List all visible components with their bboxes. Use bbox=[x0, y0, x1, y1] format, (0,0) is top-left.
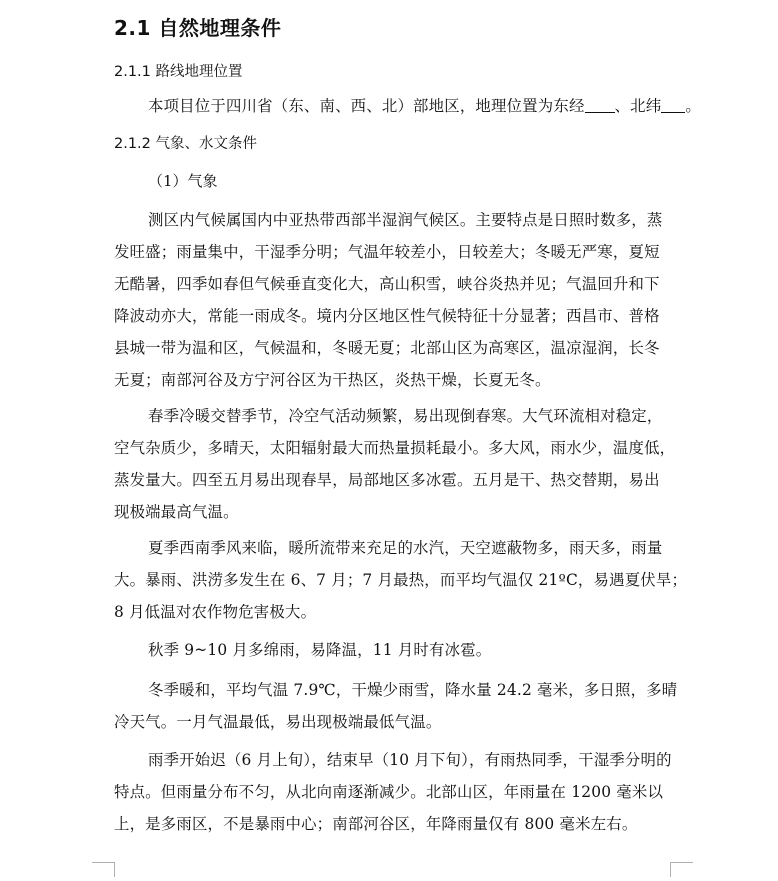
paragraph-line: 测区内气候属国内中亚热带西部半湿润气候区。主要特点是日照时数多，蒸 bbox=[148, 211, 663, 229]
paragraph-line: 夏季西南季风来临，暖所流带来充足的水汽，天空遮蔽物多，雨天多，雨量 bbox=[148, 539, 663, 557]
paragraph-line: 蒸发量大。四至五月易出现春旱，局部地区多冰雹。五月是干、热交替期，易出 bbox=[114, 471, 660, 489]
paragraph-line: 雨季开始迟（6 月上旬），结束早（10 月下旬），有雨热同季，干湿季分明的 bbox=[148, 751, 672, 769]
paragraph-line: 发旺盛；雨量集中，干湿季分明；气温年较差小，日较差大；冬暖无严寒，夏短 bbox=[114, 243, 660, 261]
latitude-blank bbox=[661, 98, 685, 113]
paragraph-line: 上，是多雨区，不是暴雨中心；南部河谷区，年降雨量仅有 800 毫米左右。 bbox=[114, 815, 638, 833]
paragraph-line: 大。暴雨、洪涝多发生在 6、7 月；7 月最热，而平均气温仅 21ºC，易遇夏伏旱； bbox=[114, 571, 688, 589]
paragraph-line: 春季冷暖交替季节，冷空气活动频繁，易出现倒春寒。大气环流相对稳定， bbox=[148, 407, 663, 425]
paragraph-line: 特点。但雨量分布不匀，从北向南逐渐减少。北部山区，年雨量在 1200 毫米以 bbox=[114, 783, 664, 801]
location-paragraph bbox=[148, 94, 701, 116]
heading-route-location: 2.1.1 路线地理位置 bbox=[114, 64, 243, 80]
heading-climate: （1）气象 bbox=[148, 172, 218, 190]
heading-climate-hydrology: 2.1.2 气象、水文条件 bbox=[114, 136, 258, 152]
location-text-before: 本项目位于四川省（东、南、西、北）部地区，地理位置为东经 bbox=[148, 97, 585, 115]
page-margin-corner-left bbox=[92, 862, 115, 877]
paragraph-line: 冷天气。一月气温最低，易出现极端最低气温。 bbox=[114, 713, 442, 731]
location-text-middle: 、北纬 bbox=[614, 97, 662, 115]
paragraph-line: 无酷暑，四季如春但气候垂直变化大，高山积雪，峡谷炎热并见；气温回升和下 bbox=[114, 275, 660, 293]
paragraph-line: 县城一带为温和区，气候温和，冬暖无夏；北部山区为高寒区，温凉湿润，长冬 bbox=[114, 339, 660, 357]
paragraph-line: 降波动亦大，常能一雨成冬。境内分区地区性气候特征十分显著；西昌市、普格 bbox=[114, 307, 660, 325]
paragraph-line: 8 月低温对农作物危害极大。 bbox=[114, 603, 317, 621]
paragraph-line: 无夏；南部河谷及方宁河谷区为干热区，炎热干燥，长夏无冬。 bbox=[114, 371, 551, 389]
page-margin-corner-right bbox=[670, 862, 693, 877]
paragraph-line: 秋季 9~10 月多绵雨，易降温，11 月时有冰雹。 bbox=[148, 641, 492, 659]
paragraph-line: 空气杂质少，多晴天，太阳辐射最大而热量损耗最小。多大风，雨水少，温度低， bbox=[114, 439, 676, 457]
paragraph-line: 冬季暖和，平均气温 7.9℃，干燥少雨雪，降水量 24.2 毫米，多日照，多晴 bbox=[148, 681, 678, 699]
heading-natural-geography: 2.1 自然地理条件 bbox=[114, 16, 282, 40]
location-text-end: 。 bbox=[685, 97, 701, 115]
longitude-blank bbox=[585, 98, 615, 113]
paragraph-line: 现极端最高气温。 bbox=[114, 503, 239, 521]
